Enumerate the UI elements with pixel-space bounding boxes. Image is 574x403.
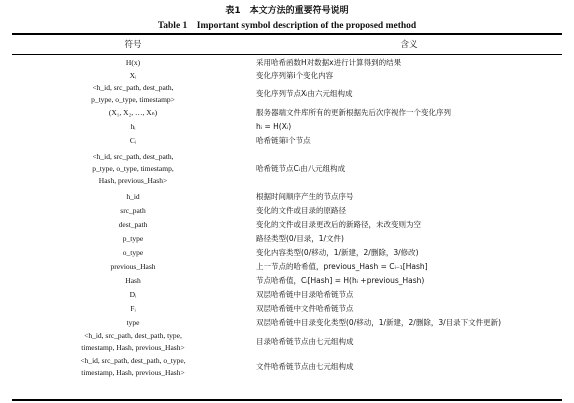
- meaning-cell: 根据时间顺序产生的节点序号: [256, 192, 354, 201]
- table-row: [12, 246, 562, 260]
- table-row: [12, 82, 562, 106]
- symbol-line: p_type: [122, 234, 144, 243]
- table-row: [12, 190, 562, 204]
- header-meaning: 含义: [400, 40, 418, 50]
- table-caption-chinese: 表1 本文方法的重要符号说明: [225, 6, 349, 16]
- symbol-line: (X₁, X₂, …, Xₙ): [108, 108, 158, 117]
- symbol-cell: [12, 232, 254, 246]
- symbol-line: Dᵢ: [129, 290, 137, 299]
- meaning-cell: 哈希链节点Cᵢ由八元组构成: [256, 164, 346, 173]
- symbol-cell: [12, 70, 254, 82]
- symbol-line: Xᵢ: [129, 71, 137, 80]
- symbol-cell: [12, 330, 254, 354]
- meaning-cell: 目录哈希链节点由七元组构成: [256, 337, 354, 346]
- table-row: [12, 288, 562, 302]
- meaning-cell: 变化的文件或目录的原路径: [256, 206, 346, 215]
- symbol-line: dest_path: [118, 220, 148, 229]
- symbol-cell: [12, 106, 254, 120]
- symbol-cell: [12, 120, 254, 134]
- table-row: [12, 70, 562, 82]
- symbol-cell: [12, 354, 254, 380]
- table-row: [12, 106, 562, 120]
- symbol-line: Hash: [125, 276, 141, 285]
- meaning-cell: 节点哈希值，Cᵢ[Hash] = H(hᵢ +previous_Hash): [256, 276, 425, 285]
- symbol-line: Hash, previous_Hash>: [98, 176, 168, 185]
- table-top-rule: [12, 33, 562, 35]
- table-row: [12, 56, 562, 70]
- table-row: [12, 260, 562, 274]
- symbol-line: H(x): [125, 58, 141, 67]
- symbol-cell: [12, 148, 254, 190]
- symbol-cell: [12, 288, 254, 302]
- header-symbol: 符号: [124, 40, 142, 50]
- meaning-cell: 上一节点的哈希值，previous_Hash = Cᵢ₋₁[Hash]: [256, 262, 428, 271]
- symbol-cell: [12, 246, 254, 260]
- symbol-cell: [12, 56, 254, 70]
- symbol-cell: [12, 260, 254, 274]
- table-row: [12, 274, 562, 288]
- symbol-cell: [12, 302, 254, 316]
- table-row: [12, 354, 562, 380]
- symbol-line: p_type, o_type, timestamp,: [92, 164, 174, 173]
- table-row: [12, 120, 562, 134]
- table-header-rule: [12, 54, 562, 55]
- table-bottom-rule: [12, 399, 562, 401]
- meaning-cell: 双层哈希链中目录哈希链节点: [256, 290, 354, 299]
- meaning-cell: 服务器端文件库所有的更新根据先后次序视作一个变化序列: [256, 108, 451, 117]
- symbol-line: Cᵢ: [129, 136, 137, 145]
- table-row: [12, 302, 562, 316]
- symbol-cell: [12, 316, 254, 330]
- table-row: [12, 316, 562, 330]
- symbol-line: p_type, o_type, timestamp>: [91, 95, 175, 104]
- meaning-cell: 双层哈希链中文件哈希链节点: [256, 304, 354, 313]
- symbol-line: previous_Hash: [110, 262, 156, 271]
- symbol-line: <h_id, src_path, dest_path,: [92, 152, 174, 161]
- symbol-line: timestamp, Hash, previous_Hash>: [81, 343, 185, 352]
- symbol-line: o_type: [122, 248, 144, 257]
- symbol-cell: [12, 82, 254, 106]
- meaning-cell: 路径类型(0/目录，1/文件): [256, 234, 344, 243]
- table-caption-english: Table 1 Important symbol description of the proposed method: [157, 21, 417, 31]
- symbol-line: <h_id, src_path, dest_path, o_type,: [80, 356, 186, 365]
- symbol-cell: [12, 134, 254, 148]
- table-row: [12, 134, 562, 148]
- meaning-cell: 采用哈希函数H对数据x进行计算得到的结果: [256, 58, 402, 67]
- symbol-line: Fᵢ: [130, 304, 136, 313]
- table-row: [12, 204, 562, 218]
- table-row: [12, 148, 562, 190]
- meaning-cell: 变化序列节点Xᵢ由六元组构成: [256, 89, 353, 98]
- symbol-line: src_path: [120, 206, 146, 215]
- symbol-line: <h_id, src_path, dest_path, type,: [84, 331, 182, 340]
- table-row: [12, 232, 562, 246]
- meaning-cell: 变化序列第i个变化内容: [256, 71, 334, 80]
- symbol-line: h_id: [126, 192, 140, 201]
- symbol-line: type: [126, 318, 140, 327]
- meaning-cell: 哈希链第i个节点: [256, 136, 311, 145]
- table-row: [12, 218, 562, 232]
- table-row: [12, 330, 562, 354]
- symbol-cell: [12, 190, 254, 204]
- meaning-cell: 变化的文件或目录更改后的新路径，未改变则为空: [256, 220, 421, 229]
- symbol-cell: [12, 204, 254, 218]
- symbol-line: hᵢ: [130, 122, 136, 131]
- meaning-cell: 文件哈希链节点由七元组构成: [256, 362, 354, 371]
- meaning-cell: hᵢ = H(Xᵢ): [256, 122, 292, 131]
- meaning-cell: 变化内容类型(0/移动，1/新建，2/删除，3/修改): [256, 248, 419, 257]
- symbol-line: <h_id, src_path, dest_path,: [92, 83, 174, 92]
- symbol-cell: [12, 274, 254, 288]
- symbol-cell: [12, 218, 254, 232]
- symbol-line: timestamp, Hash, previous_Hash>: [81, 368, 185, 377]
- meaning-cell: 双层哈希链中目录变化类型(0/移动，1/新建，2/删除，3/目录下文件更新): [256, 318, 502, 327]
